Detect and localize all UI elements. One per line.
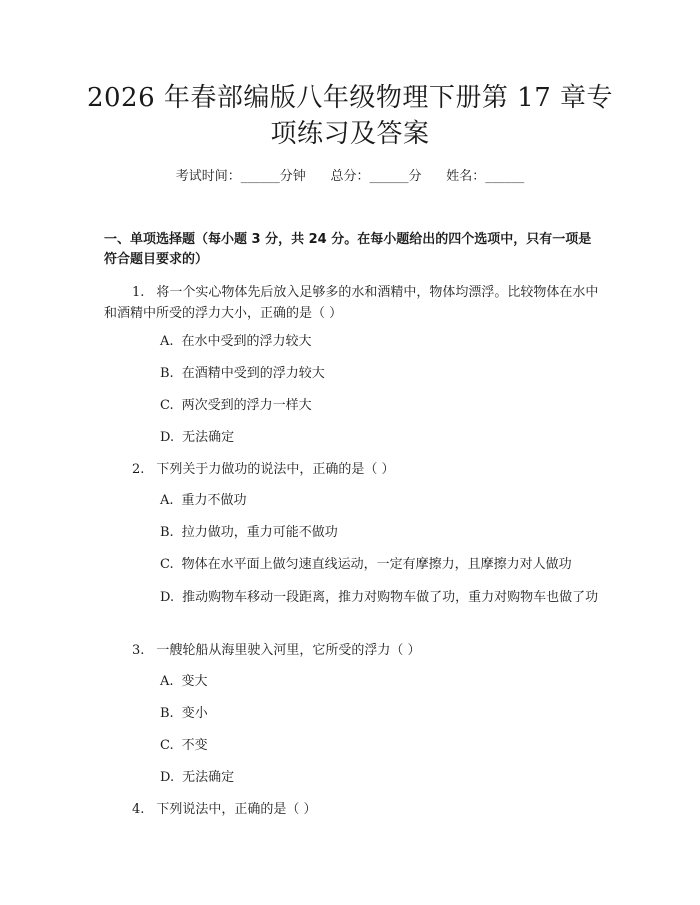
option-text: 两次受到的浮力一样大 <box>181 398 312 413</box>
question-2 <box>104 459 604 480</box>
option-1b <box>160 364 610 384</box>
exam-info: 考试时间：______分钟 总分：______分 姓名：______ <box>175 169 525 184</box>
option-text: 无法确定 <box>182 430 235 445</box>
document-title <box>70 80 630 152</box>
option-2a <box>160 491 610 511</box>
option-2c <box>160 555 610 575</box>
option-label: D. <box>160 590 175 605</box>
question-1 <box>104 282 604 324</box>
option-text: 变小 <box>181 706 208 721</box>
option-label: B. <box>160 366 174 381</box>
option-1c <box>160 396 610 416</box>
question-number: 1. <box>132 285 145 300</box>
option-text: 在水中受到的浮力较大 <box>181 334 312 349</box>
option-label: A. <box>160 334 174 349</box>
option-text: 变大 <box>181 674 208 689</box>
question-stem: 一艘轮船从海里驶入河里，它所受的浮力（ ） <box>156 643 421 658</box>
option-label: B. <box>160 706 174 721</box>
option-3d <box>160 768 610 788</box>
option-3c <box>160 736 610 756</box>
option-label: D. <box>160 430 175 445</box>
question-number: 4. <box>132 802 145 817</box>
question-stem: 下列关于力做功的说法中，正确的是（ ） <box>156 462 395 477</box>
option-3a <box>160 672 610 692</box>
option-label: C. <box>160 738 174 753</box>
option-text: 重力不做功 <box>181 493 247 508</box>
option-text: 推动购物车移动一段距离，推力对购物车做了功，重力对购物车也做了功 <box>182 590 599 605</box>
title-line-1: 2026 年春部编版八年级物理下册第 17 章专 <box>86 83 614 113</box>
question-stem: 下列说法中，正确的是（ ） <box>156 802 317 817</box>
question-number: 2. <box>132 462 145 477</box>
option-text: 拉力做功，重力可能不做功 <box>181 525 338 540</box>
option-label: C. <box>160 398 174 413</box>
question-number: 3. <box>132 643 145 658</box>
option-label: C. <box>160 557 174 572</box>
question-3 <box>104 640 604 661</box>
option-text: 不变 <box>181 738 208 753</box>
option-text: 物体在水平面上做匀速直线运动，一定有摩擦力，且摩擦力对人做功 <box>181 557 572 572</box>
option-label: A. <box>160 674 174 689</box>
option-2d <box>104 587 604 608</box>
option-label: B. <box>160 525 174 540</box>
section-heading-single-choice: 一、单项选择题（每小题 3 分，共 24 分。在每小题给出的四个选项中，只有一项是符合题目要求的） <box>104 232 592 267</box>
option-text: 在酒精中受到的浮力较大 <box>181 366 325 381</box>
title-line-2: 项练习及答案 <box>270 119 430 149</box>
option-1d <box>160 428 610 448</box>
option-text: 无法确定 <box>182 770 235 785</box>
option-2b <box>160 523 610 543</box>
option-3b <box>160 704 610 724</box>
option-label: A. <box>160 493 174 508</box>
question-stem: 将一个实心物体先后放入足够多的水和酒精中，物体均漂浮。比较物体在水中和酒精中所受的浮力大小，正确的是（ ） <box>104 285 599 321</box>
option-label: D. <box>160 770 175 785</box>
option-1a <box>160 332 610 352</box>
question-4 <box>104 799 604 820</box>
